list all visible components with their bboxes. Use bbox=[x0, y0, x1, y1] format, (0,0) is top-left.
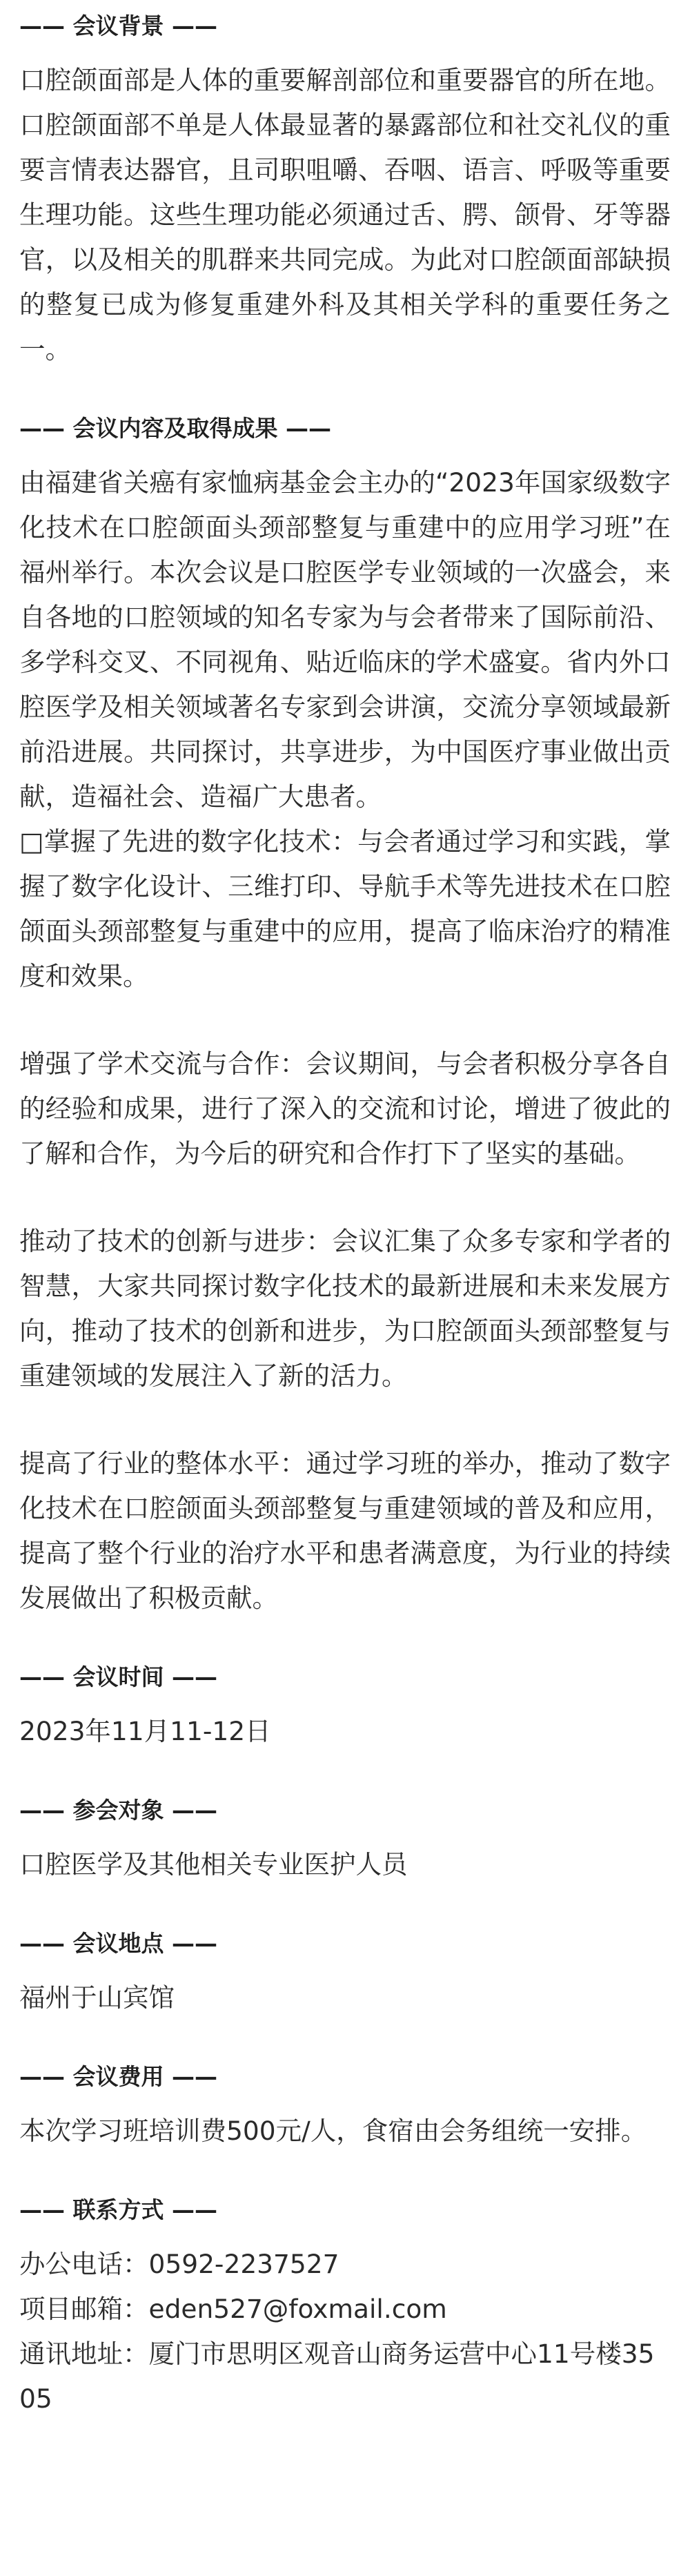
content-paragraph-exchange: 增强了学术交流与合作：会议期间，与会者积极分享各自的经验和成果，进行了深入的交流和讨论，增进了彼此的了解和合作，为今后的研究和合作打下了坚实的基础。 bbox=[19, 1048, 671, 1169]
content-paragraph-innovation: 推动了技术的创新与进步：会议汇集了众多专家和学者的智慧，大家共同探讨数字化技术的最新进展和未来发展方向，推动了技术的创新和进步，为口腔颌面头颈部整复与重建领域的发展注入了新的活力。 bbox=[19, 1226, 671, 1391]
content-paragraph-intro: 由福建省关癌有家恤病基金会主办的“2023年国家级数字化技术在口腔颌面头颈部整复与重建中的应用学习班”在福州举行。本次会议是口腔医学专业领域的一次盛会，来自各地的口腔领域的知名专家为与会者带来了国际前沿、多学科交叉、不同视角、贴近临床的学术盛宴。省内外口腔医学及相关领域著名专家到会讲演，交流分享领域最新前沿进展。共同探讨，共享进步，为中国医疗事业做出贡献，造福社会、造福广大患者。 bbox=[19, 467, 671, 812]
section-heading-fee: —— 会议费用 —— bbox=[19, 2063, 217, 2090]
section-heading-content: —— 会议内容及取得成果 —— bbox=[19, 415, 331, 442]
meeting-audience: 口腔医学及其他相关专业医护人员 bbox=[19, 1849, 408, 1880]
section-heading-contact: —— 联系方式 —— bbox=[19, 2196, 217, 2223]
content-paragraph-level: 提高了行业的整体水平：通过学习班的举办，推动了数字化技术在口腔颌面头颈部整复与重建领域的普及和应用，提高了整个行业的治疗水平和患者满意度，为行业的持续发展做出了积极贡献。 bbox=[19, 1448, 671, 1613]
content-paragraph-tech: □掌握了先进的数字化技术：与会者通过学习和实践，掌握了数字化设计、三维打印、导航手术等先进技术在口腔颌面头颈部整复与重建中的应用，提高了临床治疗的精准度和效果。 bbox=[19, 826, 671, 991]
meeting-fee: 本次学习班培训费500元/人，食宿由会务组统一安排。 bbox=[19, 2116, 647, 2146]
contact-email: 项目邮箱：eden527@foxmail.com bbox=[19, 2294, 447, 2324]
background-paragraph: 口腔颌面部是人体的重要解剖部位和重要器官的所在地。口腔颌面部不单是人体最显著的暴露部位和社交礼仪的重要言情表达器官，且司职咀嚼、吞咽、语言、呼吸等重要生理功能。这些生理功能必须通过舌、腭、颌骨、牙等器官，以及相关的肌群来共同完成。为此对口腔颌面部缺损的整复已成为修复重建外科及其相关学科的重要任务之一。 bbox=[19, 65, 671, 364]
contact-phone: 办公电话：0592-2237527 bbox=[19, 2249, 339, 2279]
section-heading-venue: —— 会议地点 —— bbox=[19, 1930, 217, 1957]
section-heading-audience: —— 参会对象 —— bbox=[19, 1797, 217, 1824]
section-heading-time: —— 会议时间 —— bbox=[19, 1663, 217, 1690]
meeting-time: 2023年11月11-12日 bbox=[19, 1716, 271, 1746]
section-heading-background: —— 会议背景 —— bbox=[19, 12, 217, 39]
meeting-venue: 福州于山宾馆 bbox=[19, 1982, 175, 2013]
contact-address: 通讯地址：厦门市思明区观音山商务运营中心11号楼3505 bbox=[19, 2339, 655, 2414]
